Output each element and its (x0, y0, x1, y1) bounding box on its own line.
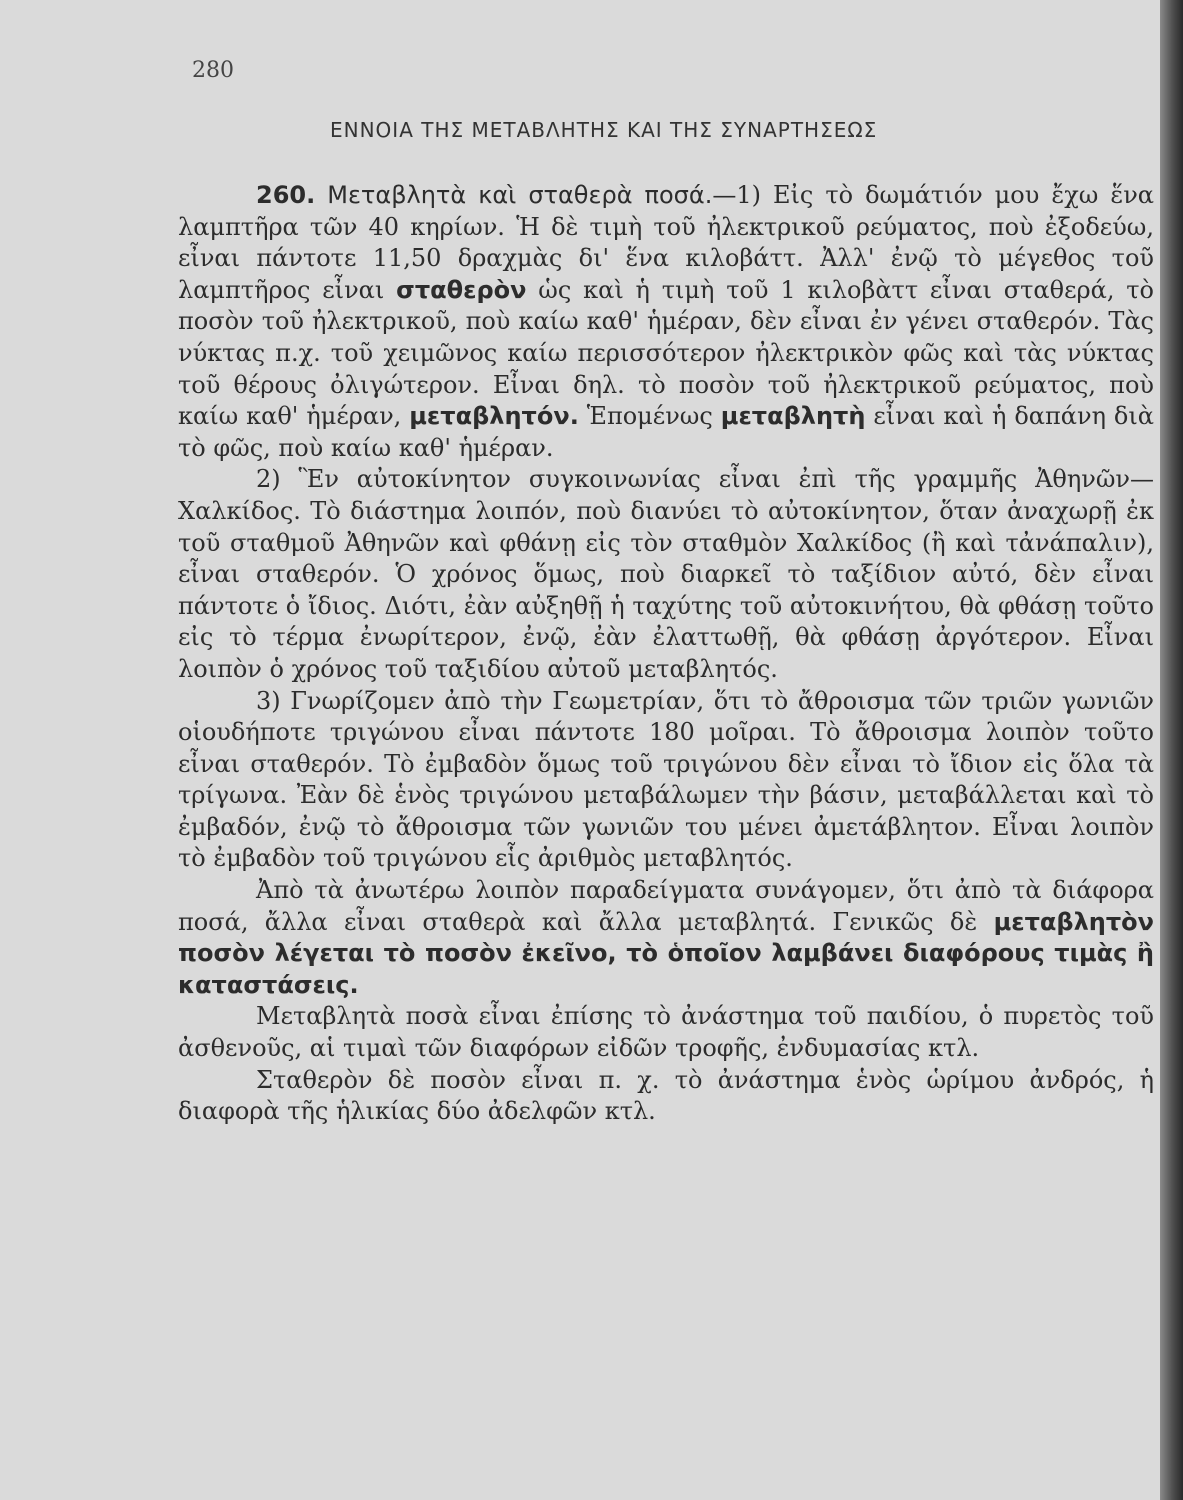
paragraph-4 (178, 875, 1154, 1001)
paragraph-1 (178, 180, 1154, 464)
emphasis-metavliti: μεταβλητὴ (720, 402, 866, 431)
paragraph-2: 2) Ἓν αὐτοκίνητον συγκοινωνίας εἶναι ἐπὶ τῆς γραμμῆς Ἀθηνῶν—Χαλκίδος. Τὸ διάστημα λοιπόν, ποὺ διανύει τὸ αὐτοκίνητον, ὅταν ἀναχωρῇ ἐκ τοῦ σταθμοῦ Ἀθηνῶν καὶ φθάνῃ εἰς τὸν σταθμὸν Χαλκίδος (ἢ καὶ τἀνάπαλιν), εἶναι σταθερόν. Ὁ χρόνος ὅμως, ποὺ διαρκεῖ τὸ ταξίδιον αὐτό, δὲν εἶναι πάντοτε ὁ ἴδιος. Διότι, ἐὰν αὐξηθῇ ἡ ταχύτης τοῦ αὐτοκινήτου, θὰ φθάσῃ τοῦτο εἰς τὸ τέρμα ἐνωρίτερον, ἐνῷ, ἐὰν ἐλαττωθῇ, θὰ φθάσῃ ἀργότερον. Εἶναι λοιπὸν ὁ χρόνος τοῦ ταξιδίου αὐτοῦ μεταβλητός. (178, 465, 1154, 683)
page-number: 280 (192, 58, 234, 83)
paragraph-1-text-c: ὡς καὶ ἡ τιμὴ τοῦ 1 κιλοβὰττ εἶναι σταθερά, τὸ ποσὸν τοῦ ἠλεκτρικοῦ, ποὺ καίω καθ' ἡμέραν, δὲν εἶναι ἐν γένει σταθερόν. Τὰς νύκτας π.χ. τοῦ χειμῶνος καίω περισσότερον ἠλεκτρικὸν φῶς καὶ τὰς νύκτας τοῦ θέρους ὀλιγώτερον. Εἶναι δηλ. τὸ ποσὸν τοῦ ἠλεκτρικοῦ ρεύματος, ποὺ καίω καθ' ἡμέραν, (178, 275, 1154, 431)
emphasis-stathero: σταθερὸν (396, 275, 527, 304)
paragraph-1-text-d: Ἑπομένως (578, 402, 721, 431)
section-number: 260. (256, 181, 316, 209)
paragraph-5: Μεταβλητὰ ποσὰ εἶναι ἐπίσης τὸ ἀνάστημα τοῦ παιδίου, ὁ πυρετὸς τοῦ ἀσθενοῦς, αἱ τιμαὶ τῶν διαφόρων εἰδῶν τροφῆς, ἐνδυμασίας κτλ. (178, 1002, 1154, 1063)
emphasis-metavlito: μεταβλητόν. (409, 402, 579, 431)
body-text (178, 180, 1154, 1128)
paragraph-1-text-a: 1) Εἰς τὸ δωμάτιόν μου ἔχω ἕνα λαμπτῆρα τῶν 40 κηρίων. Ἡ δὲ τιμὴ τοῦ ἠλεκτρικοῦ ρεύματος, ποὺ ἐξοδεύω, εἶναι πάντοτε 11,50 δραχμὰς δι' ἕνα κιλοβάττ. Ἀλλ' ἐνῷ τὸ μέγεθος τοῦ λαμπτῆρος εἶναι (178, 181, 1155, 304)
page-edge (1160, 0, 1183, 1500)
paragraph-4-text-a: Ἀπὸ τὰ ἀνωτέρω λοιπὸν παραδείγματα συνάγομεν, ὅτι ἀπὸ τὰ διάφορα ποσά, ἄλλα εἶναι σταθερὰ καὶ ἄλλα μεταβλητά. Γενικῶς δὲ (178, 876, 1154, 936)
definition-bold: μεταβλητὸν ποσὸν λέγεται τὸ ποσὸν ἐκεῖνο, τὸ ὁποῖον λαμβάνει διαφόρους τιμὰς ἢ καταστάσεις. (178, 907, 1154, 999)
section-dash: — (712, 181, 737, 209)
running-head: ΕΝΝΟΙΑ ΤΗΣ ΜΕΤΑΒΛΗΤΗΣ ΚΑΙ ΤΗΣ ΣΥΝΑΡΤΗΣΕΩΣ (330, 118, 878, 142)
section-title: Μεταβλητὰ καὶ σταθερὰ ποσά. (327, 181, 713, 209)
paragraph-6: Σταθερὸν δὲ ποσὸν εἶναι π. χ. τὸ ἀνάστημα ἑνὸς ὡρίμου ἀνδρός, ἡ διαφορὰ τῆς ἡλικίας δύο ἀδελφῶν κτλ. (178, 1065, 1154, 1126)
paragraph-1-text-e: εἶναι καὶ ἡ δαπάνη διὰ τὸ φῶς, ποὺ καίω καθ' ἡμέραν. (178, 402, 1154, 462)
paragraph-3: 3) Γνωρίζομεν ἀπὸ τὴν Γεωμετρίαν, ὅτι τὸ ἄθροισμα τῶν τριῶν γωνιῶν οἱουδήποτε τριγώνου εἶναι πάντοτε 180 μοῖραι. Τὸ ἄθροισμα λοιπὸν τοῦτο εἶναι σταθερόν. Τὸ ἐμβαδὸν ὅμως τοῦ τριγώνου δὲν εἶναι τὸ ἴδιον εἰς ὅλα τὰ τρίγωνα. Ἐὰν δὲ ἑνὸς τριγώνου μεταβάλωμεν τὴν βάσιν, μεταβάλλεται καὶ τὸ ἐμβαδόν, ἐνῷ τὸ ἄθροισμα τῶν γωνιῶν του μένει ἀμετάβλητον. Εἶναι λοιπὸν τὸ ἐμβαδὸν τοῦ τριγώνου εἷς ἀριθμὸς μεταβλητός. (178, 686, 1154, 873)
